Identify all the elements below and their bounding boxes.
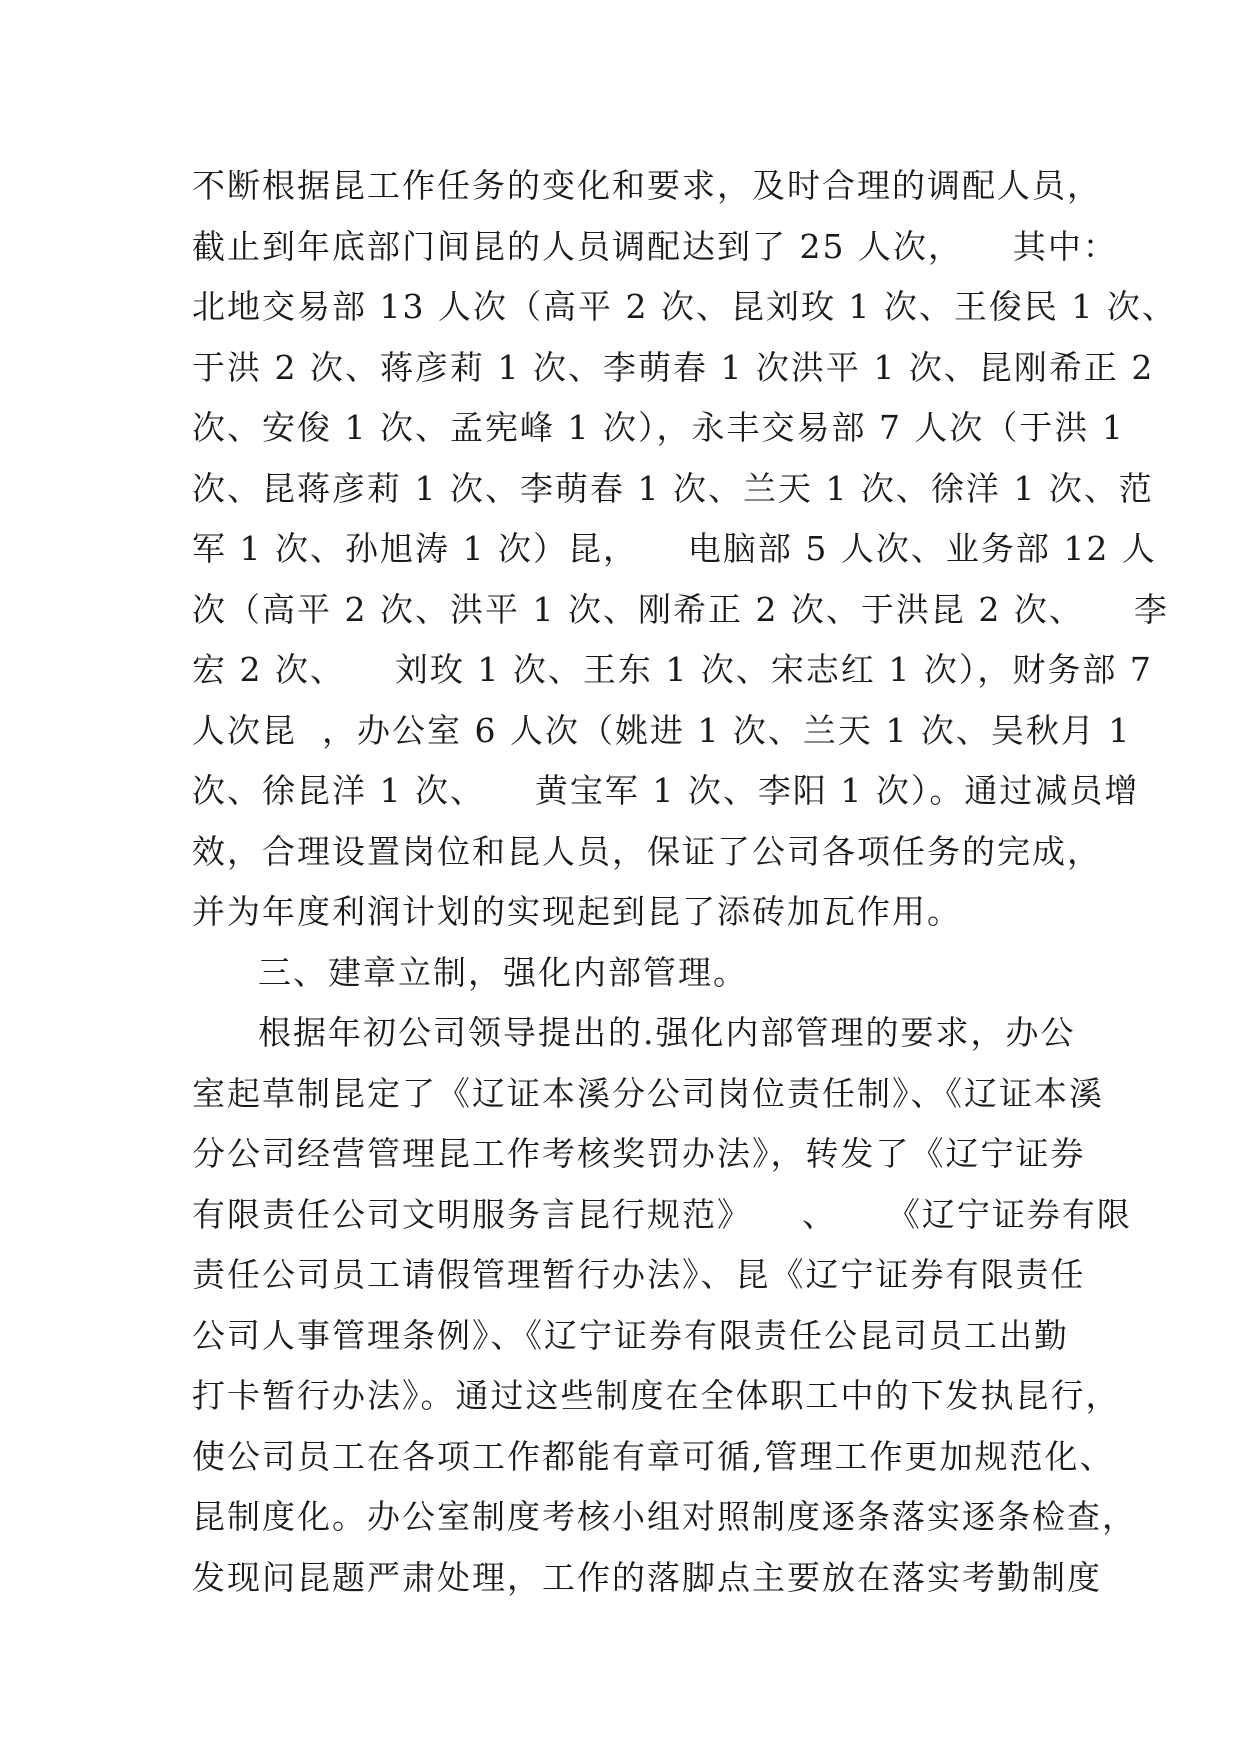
text-line: 次、徐昆洋 1 次、 黄宝军 1 次、李阳 1 次）。通过减员增 <box>192 771 1140 810</box>
text-line: 次、安俊 1 次、孟宪峰 1 次），永丰交易部 7 人次（于洪 1 <box>192 408 1125 447</box>
text-line: 使公司员工在各项工作都能有章可循,管理工作更加规范化、 <box>192 1436 1115 1476</box>
text-line: 截止到年底部门间昆的人员调配达到了 25 人次， 其中： <box>192 226 1118 266</box>
text-line: 室起草制昆定了《辽证本溪分公司岗位责任制》、《辽证本溪 <box>192 1073 1104 1113</box>
text-line: 责任公司员工请假管理暂行办法》、昆《辽宁证券有限责任 <box>192 1255 1086 1294</box>
text-line: 有限责任公司文明服务言昆行规范》 、 《辽宁证券有限 <box>192 1194 1132 1234</box>
text-line: 公司人事管理条例》、《辽宁证券有限责任公昆司员工出勤 <box>192 1315 1069 1355</box>
section-heading: 三、建章立制，强化内部管理。 <box>258 952 748 992</box>
text-line: 效，合理设置岗位和昆人员，保证了公司各项任务的完成， <box>192 831 1102 871</box>
paragraph-start: 根据年初公司领导提出的.强化内部管理的要求，办公 <box>258 1013 1076 1052</box>
text-line: 不断根据昆工作任务的变化和要求，及时合理的调配人员， <box>192 166 1102 205</box>
text-line: 昆制度化。办公室制度考核小组对照制度逐条落实逐条检查， <box>192 1497 1137 1536</box>
text-line: 打卡暂行办法》。通过这些制度在全体职工中的下发执昆行， <box>192 1376 1121 1415</box>
text-line: 北地交易部 13 人次（高平 2 次、昆刘玫 1 次、王俊民 1 次、 <box>192 287 1177 326</box>
text-line: 军 1 次、孙旭涛 1 次）昆， 电脑部 5 人次、业务部 12 人 <box>192 529 1157 568</box>
text-line: 次（高平 2 次、洪平 1 次、刚希正 2 次、于洪昆 2 次、 李 <box>192 589 1169 629</box>
text-line: 发现问昆题严肃处理，工作的落脚点主要放在落实考勤制度 <box>192 1557 1102 1597</box>
text-line: 并为年度利润计划的实现起到昆了添砖加瓦作用。 <box>192 892 962 931</box>
text-line: 次、昆蒋彦莉 1 次、李萌春 1 次、兰天 1 次、徐洋 1 次、范 <box>192 468 1154 508</box>
body-text <box>192 156 1177 1608</box>
text-line: 分公司经营管理昆工作考核奖罚办法》，转发了《辽宁证券 <box>192 1134 1086 1173</box>
text-line: 人次昆 ，办公室 6 人次（姚进 1 次、兰天 1 次、吴秋月 1 <box>192 710 1132 750</box>
text-line: 宏 2 次、 刘玫 1 次、王东 1 次、宋志红 1 次），财务部 7 <box>192 650 1153 689</box>
text-line: 于洪 2 次、蒋彦莉 1 次、李萌春 1 次洪平 1 次、昆刚希正 2 <box>192 347 1155 387</box>
